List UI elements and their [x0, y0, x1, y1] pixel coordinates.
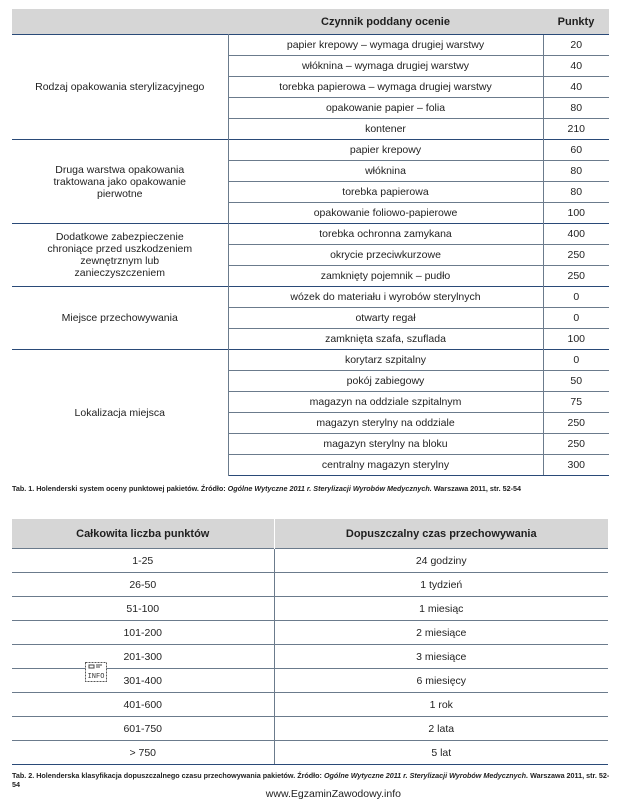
table-row: [12, 717, 608, 741]
points-range-cell: > 750: [12, 741, 274, 765]
points-cell: 210: [543, 119, 609, 140]
table-row: [12, 741, 608, 765]
factor-cell: torebka papierowa: [228, 182, 543, 203]
scoring-table: [12, 9, 609, 476]
points-cell: 50: [543, 371, 609, 392]
points-cell: 250: [543, 434, 609, 455]
footer-url: www.EgzaminZawodowy.info: [265, 788, 401, 800]
scoring-table-header: [12, 9, 609, 35]
points-cell: 80: [543, 161, 609, 182]
caption-source: Ogólne Wytyczne 2011 r. Sterylizacji Wyrobów Medycznych.: [227, 484, 432, 493]
points-range-cell: 201-300: [12, 645, 274, 669]
category-cell: Miejsce przechowywania: [12, 287, 228, 350]
storage-time-cell: 1 miesiąc: [274, 597, 608, 621]
points-cell: 0: [543, 350, 609, 371]
category-cell: Lokalizacja miejsca: [12, 350, 228, 476]
factor-cell: papier krepowy: [228, 140, 543, 161]
storage-time-cell: 3 miesiące: [274, 645, 608, 669]
storage-time-cell: 2 lata: [274, 717, 608, 741]
factor-cell: torebka ochronna zamykana: [228, 224, 543, 245]
table-row: [12, 350, 609, 371]
points-range-cell: 51-100: [12, 597, 274, 621]
category-cell: [12, 140, 228, 224]
points-cell: 20: [543, 35, 609, 56]
points-range-cell: 301-400: [12, 669, 274, 693]
factor-cell: magazyn sterylny na bloku: [228, 434, 543, 455]
points-cell: 100: [543, 203, 609, 224]
header-total-points: Całkowita liczba punktów: [12, 519, 274, 549]
points-cell: 0: [543, 287, 609, 308]
factor-cell: centralny magazyn sterylny: [228, 455, 543, 476]
table-row: [12, 140, 609, 161]
factor-cell: opakowanie papier – folia: [228, 98, 543, 119]
caption-suffix: Warszawa 2011, str. 52-54: [431, 484, 522, 493]
points-range-cell: 101-200: [12, 621, 274, 645]
table-row: [12, 573, 608, 597]
factor-cell: wózek do materiału i wyrobów sterylnych: [228, 287, 543, 308]
factor-cell: zamknięta szafa, szuflada: [228, 329, 543, 350]
points-cell: 60: [543, 140, 609, 161]
factor-cell: magazyn na oddziale szpitalnym: [228, 392, 543, 413]
points-cell: 40: [543, 77, 609, 98]
points-cell: 400: [543, 224, 609, 245]
points-range-cell: 601-750: [12, 717, 274, 741]
table-row: [12, 621, 608, 645]
table-row: [12, 287, 609, 308]
storage-time-cell: 24 godziny: [274, 549, 608, 573]
factor-cell: okrycie przeciwkurzowe: [228, 245, 543, 266]
factor-cell: otwarty regał: [228, 308, 543, 329]
points-cell: 40: [543, 56, 609, 77]
points-cell: 0: [543, 308, 609, 329]
table-row: [12, 693, 608, 717]
category-cell: [12, 224, 228, 287]
header-category-cell: [12, 9, 228, 35]
table-row: [12, 597, 608, 621]
factor-cell: korytarz szpitalny: [228, 350, 543, 371]
caption-prefix: Tab. 2. Holenderska klasyfikacja dopuszczalnego czasu przechowywania pakietów. Źródło:: [12, 771, 324, 780]
points-cell: 250: [543, 266, 609, 287]
footer-watermark: [0, 788, 619, 800]
category-cell: Rodzaj opakowania sterylizacyjnego: [12, 35, 228, 140]
caption-prefix: Tab. 1. Holenderski system oceny punktowej pakietów. Źródło:: [12, 484, 228, 493]
caption-suffix: Warszawa 2011, str. 52-54: [12, 771, 610, 789]
points-cell: 80: [543, 182, 609, 203]
factor-cell: włóknina – wymaga drugiej warstwy: [228, 56, 543, 77]
factor-cell: pokój zabiegowy: [228, 371, 543, 392]
points-range-cell: 401-600: [12, 693, 274, 717]
caption-source: Ogólne Wytyczne 2011 r. Sterylizacji Wyrobów Medycznych.: [323, 771, 529, 780]
factor-cell: zamknięty pojemnik – pudło: [228, 266, 543, 287]
factor-cell: magazyn sterylny na oddziale: [228, 413, 543, 434]
factor-cell: włóknina: [228, 161, 543, 182]
table-row: [12, 224, 609, 245]
category-label: Dodatkowe zabezpieczenie chroniące przed uszkodzeniem zewnętrznym lub zanieczyszczeniem: [47, 231, 193, 279]
factor-cell: torebka papierowa – wymaga drugiej warstwy: [228, 77, 543, 98]
storage-time-cell: 5 lat: [274, 741, 608, 765]
category-label: Druga warstwa opakowania traktowana jako opakowanie pierwotne: [53, 163, 186, 200]
storage-time-cell: 2 miesiące: [274, 621, 608, 645]
header-factor: Czynnik poddany ocenie: [228, 9, 543, 35]
points-cell: 250: [543, 413, 609, 434]
factor-cell: papier krepowy – wymaga drugiej warstwy: [228, 35, 543, 56]
points-cell: 250: [543, 245, 609, 266]
storage-time-cell: 6 miesięcy: [274, 669, 608, 693]
header-points: Punkty: [543, 9, 609, 35]
header-storage-time: Dopuszczalny czas przechowywania: [274, 519, 608, 549]
points-cell: 80: [543, 98, 609, 119]
points-cell: 100: [543, 329, 609, 350]
storage-time-table-header: [12, 519, 608, 549]
points-range-cell: 1-25: [12, 549, 274, 573]
points-cell: 75: [543, 392, 609, 413]
factor-cell: opakowanie foliowo-papierowe: [228, 203, 543, 224]
storage-time-cell: 1 rok: [274, 693, 608, 717]
info-stamp-icon: [85, 662, 107, 682]
points-range-cell: 26-50: [12, 573, 274, 597]
factor-cell: kontener: [228, 119, 543, 140]
table2-caption: [12, 771, 610, 789]
table-row: [12, 35, 609, 56]
storage-time-table: [12, 519, 608, 765]
table-row: [12, 549, 608, 573]
table1-caption: [12, 484, 612, 493]
points-cell: 300: [543, 455, 609, 476]
storage-time-cell: 1 tydzień: [274, 573, 608, 597]
stamp-text: INFO: [87, 673, 105, 681]
